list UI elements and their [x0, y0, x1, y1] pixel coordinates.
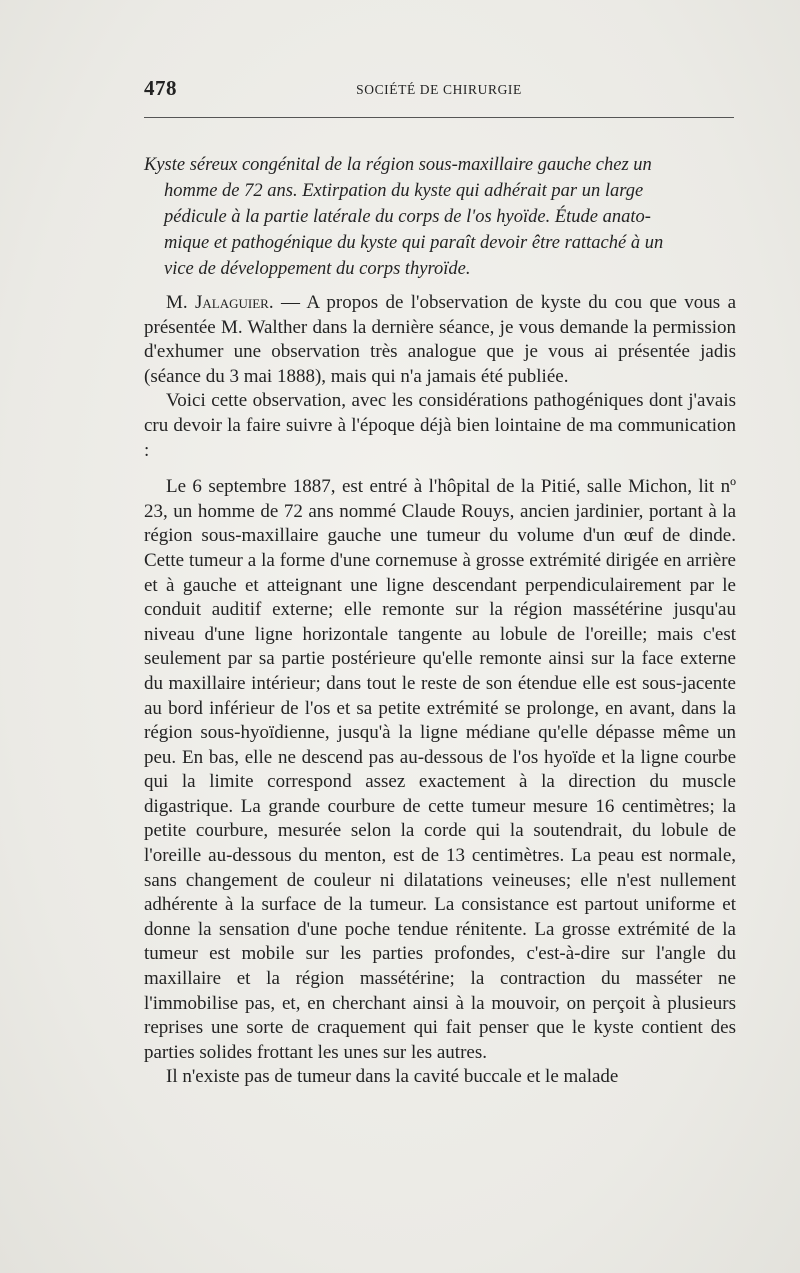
paragraph: Le 6 septembre 1887, est entré à l'hôpital de la Pitié, salle Michon, lit nº 23, un homme de 72 ans nommé Claude Rouys, ancien jardinier, portant à la région sous-maxillaire gauche une tumeur du volume d'un œuf de dinde. Cette tumeur a la forme d'une cornemuse à grosse extrémité dirigée en arrière et à gauche et atteignant une ligne descendant perpendiculairement par le conduit auditif externe; elle remonte sur la région massétérine jusqu'au niveau d'une ligne horizontale tangente au lobule de l'oreille; mais c'est seulement par sa partie postérieure qu'elle remonte ainsi sur la face externe du maxillaire intérieur; dans tout le reste de son étendue elle est sous-jacente au bord inférieur de l'os et sa petite extrémité se prolonge, en avant, dans la région sous-hyoïdienne, jusqu'à la ligne médiane qu'elle dépasse même un peu. En bas, elle ne descend pas au-dessous de l'os hyoïde et la ligne courbe qui la limite correspond assez exactement à la direction du muscle digastrique. La grande courbure de cette tumeur mesure 16 centimètres; la petite courbure, mesurée selon la corde qui la soutendrait, du lobule de l'oreille au-dessous du menton, est de 13 centimètres. La peau est normale, sans changement de couleur ni dilatations veineuses; elle n'est nullement adhérente à la surface de la tumeur. La consistance est partout uniforme et donne la sensation d'une poche tendue rénitente. La grosse extrémité de la tumeur est mobile sur les parties profondes, c'est-à-dire sur l'angle du maxillaire et la région massétérine; la contraction du masséter ne l'immobilise pas, et, en cherchant ainsi à la mouvoir, on perçoit à plusieurs reprises une sorte de craquement qui fait penser que le kyste contient des parties solides frottant les unes sur les autres. [144, 476, 736, 1063]
paragraph: Il n'existe pas de tumeur dans la cavité buccale et le malade [166, 1066, 619, 1088]
speaker-name: M. Jalaguier. [166, 292, 274, 313]
intro-text: — A propos de l'observation de kyste du cou que vous a présentée M. Walther dans la dernière séance, je vous demande la permission d'exhumer une observation très analogue que je vous ai présentée jadis (séance du 3 mai 1888), mais qui n'a jamais été publiée. [144, 292, 736, 387]
article-body [144, 291, 736, 1090]
running-head: SOCIÉTÉ DE CHIRURGIE [356, 82, 522, 97]
title-line: pédicule à la partie latérale du corps de l'os hyoïde. Étude anato- [164, 207, 651, 227]
page-header [144, 76, 734, 100]
paragraph: Voici cette observation, avec les considérations pathogéniques dont j'avais cru devoir la faire suivre à l'époque déjà bien lointaine de ma communication : [144, 390, 736, 461]
page-number: 478 [144, 76, 177, 100]
title-line: vice de développement du corps thyroïde. [164, 259, 471, 279]
header-rule [144, 117, 734, 118]
article-title [144, 152, 736, 282]
paragraph-intro [144, 291, 736, 389]
title-line: homme de 72 ans. Extirpation du kyste qui adhérait par un large [164, 181, 644, 201]
title-line: Kyste séreux congénital de la région sous-maxillaire gauche chez un [144, 155, 652, 175]
title-line: mique et pathogénique du kyste qui paraît devoir être rattaché à un [164, 233, 664, 253]
